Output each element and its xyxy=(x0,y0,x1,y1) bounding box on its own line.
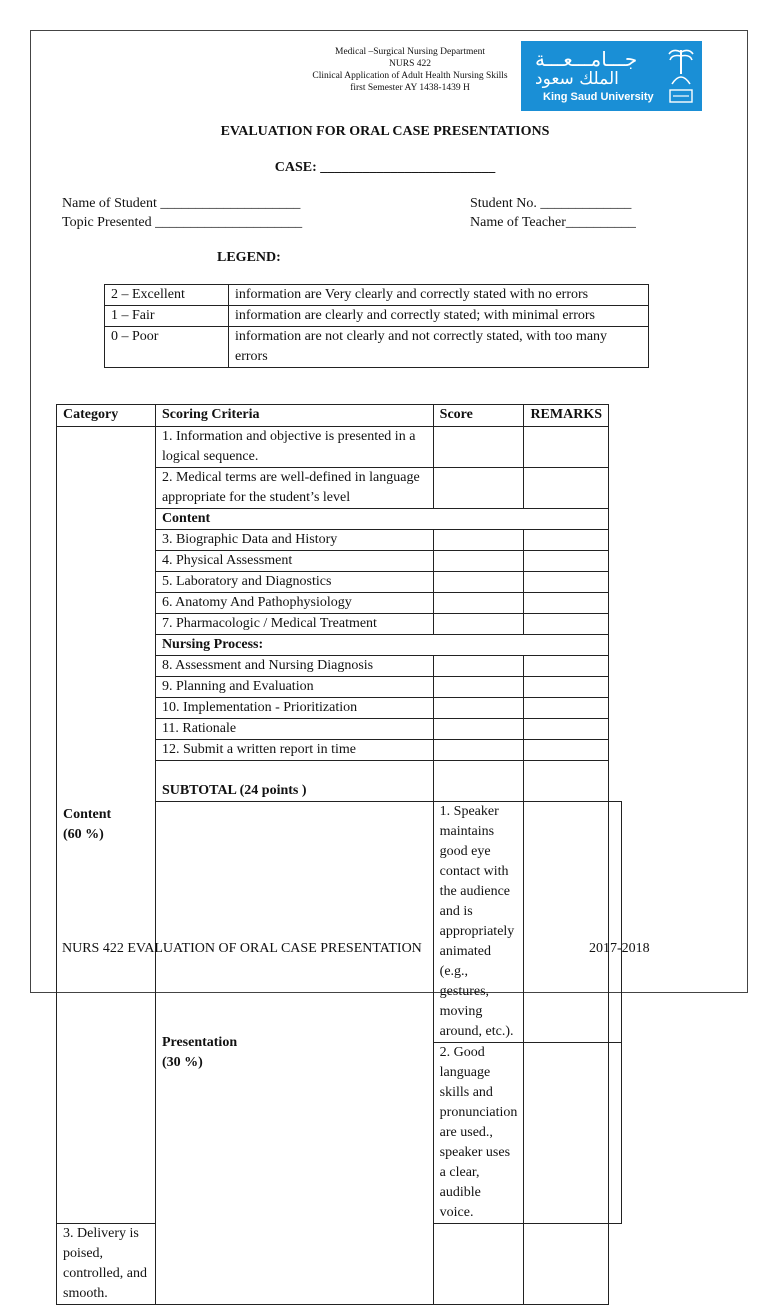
department-header xyxy=(270,46,550,94)
remarks-cell[interactable] xyxy=(524,551,609,572)
score-cell[interactable] xyxy=(524,802,609,1043)
page-title: EVALUATION FOR ORAL CASE PRESENTATIONS xyxy=(220,124,550,139)
score-cell[interactable] xyxy=(433,1224,524,1305)
criteria-cell: 1. Speaker maintains good eye contact with the audience and is appropriately animated (e.g., gestures, moving around, etc.). xyxy=(433,802,524,1043)
legend-row xyxy=(105,285,649,306)
name-of-teacher-field: Name of Teacher__________ xyxy=(470,215,636,230)
remarks-cell[interactable] xyxy=(524,719,609,740)
remarks-cell[interactable] xyxy=(524,698,609,719)
legend-title: LEGEND: xyxy=(217,250,281,265)
score-cell[interactable] xyxy=(433,698,524,719)
table-header-row xyxy=(57,405,622,427)
score-cell[interactable] xyxy=(433,427,524,468)
legend-row xyxy=(105,327,649,368)
remarks-cell[interactable] xyxy=(609,1043,622,1224)
legend-row xyxy=(105,306,649,327)
remarks-cell[interactable] xyxy=(524,1224,609,1305)
topic-presented-field: Topic Presented _____________________ xyxy=(62,215,303,230)
criteria-cell: 2. Medical terms are well-defined in language appropriate for the student’s level xyxy=(155,468,433,509)
score-cell[interactable] xyxy=(433,551,524,572)
header-category: Category xyxy=(57,405,156,427)
case-field: CASE: _________________________ xyxy=(274,160,496,175)
criteria-cell: 4. Physical Assessment xyxy=(155,551,433,572)
header-line: Clinical Application of Adult Health Nursing Skills xyxy=(312,71,508,81)
remarks-cell[interactable] xyxy=(524,761,609,802)
criteria-cell: 1. Information and objective is presented in a logical sequence. xyxy=(155,427,433,468)
footer-year: 2017-2018 xyxy=(589,941,650,956)
score-cell[interactable] xyxy=(433,677,524,698)
header-line: Medical –Surgical Nursing Department xyxy=(335,47,485,57)
header-line: NURS 422 xyxy=(389,59,431,69)
logo-english-name: King Saud University xyxy=(543,91,654,103)
remarks-cell[interactable] xyxy=(609,802,622,1043)
score-cell[interactable] xyxy=(433,656,524,677)
legend-grade: 0 – Poor xyxy=(105,327,229,368)
criteria-cell: 2. Good language skills and pronunciation are used., speaker uses a clear, audible voice. xyxy=(433,1043,524,1224)
subtotal-label: SUBTOTAL (24 points ) xyxy=(155,761,433,802)
content-category-name: Content xyxy=(63,807,112,822)
remarks-cell[interactable] xyxy=(524,530,609,551)
legend-description: information are Very clearly and correctly stated with no errors xyxy=(229,285,649,306)
score-cell[interactable] xyxy=(433,761,524,802)
legend-description: information are not clearly and not correctly stated, with too many errors xyxy=(229,327,649,368)
legend-description: information are clearly and correctly stated; with minimal errors xyxy=(229,306,649,327)
remarks-cell[interactable] xyxy=(524,427,609,468)
score-cell[interactable] xyxy=(433,719,524,740)
name-of-student-field: Name of Student ____________________ xyxy=(62,196,301,211)
student-number-field: Student No. _____________ xyxy=(470,196,632,211)
header-remarks: REMARKS xyxy=(524,405,609,427)
header-score: Score xyxy=(433,405,524,427)
score-cell[interactable] xyxy=(433,593,524,614)
presentation-category-weight: (30 %) xyxy=(161,1055,203,1070)
table-row xyxy=(57,427,622,468)
remarks-cell[interactable] xyxy=(524,740,609,761)
criteria-cell: 5. Laboratory and Diagnostics xyxy=(155,572,433,593)
palm-swords-emblem-icon xyxy=(667,44,695,104)
score-cell[interactable] xyxy=(433,468,524,509)
header-line: first Semester AY 1438-1439 H xyxy=(350,83,470,93)
content-category-cell xyxy=(57,427,156,1224)
presentation-category-name: Presentation xyxy=(161,1035,238,1050)
evaluation-table xyxy=(56,404,622,1305)
legend-grade: 1 – Fair xyxy=(105,306,229,327)
criteria-cell: 10. Implementation - Prioritization xyxy=(155,698,433,719)
criteria-cell: 7. Pharmacologic / Medical Treatment xyxy=(155,614,433,635)
criteria-cell: 3. Biographic Data and History xyxy=(155,530,433,551)
score-cell[interactable] xyxy=(433,740,524,761)
criteria-cell: 9. Planning and Evaluation xyxy=(155,677,433,698)
logo-arabic-line2: الملك سعود xyxy=(535,69,619,89)
criteria-cell: 3. Delivery is poised, controlled, and smooth. xyxy=(57,1224,156,1305)
remarks-cell[interactable] xyxy=(524,656,609,677)
legend-table xyxy=(104,284,649,368)
footer-title: NURS 422 EVALUATION OF ORAL CASE PRESENTATION xyxy=(62,941,422,956)
score-cell[interactable] xyxy=(433,614,524,635)
content-category-weight: (60 %) xyxy=(63,827,104,842)
criteria-cell: 11. Rationale xyxy=(155,719,433,740)
presentation-category-cell xyxy=(155,802,433,1305)
criteria-cell: 6. Anatomy And Pathophysiology xyxy=(155,593,433,614)
section-label-content: Content xyxy=(155,509,608,530)
remarks-cell[interactable] xyxy=(524,593,609,614)
criteria-cell: 8. Assessment and Nursing Diagnosis xyxy=(155,656,433,677)
score-cell[interactable] xyxy=(433,530,524,551)
header-criteria: Scoring Criteria xyxy=(155,405,433,427)
remarks-cell[interactable] xyxy=(524,677,609,698)
remarks-cell[interactable] xyxy=(524,614,609,635)
score-cell[interactable] xyxy=(524,1043,609,1224)
legend-grade: 2 – Excellent xyxy=(105,285,229,306)
logo-arabic-line1: جـــامـــعـــة xyxy=(535,47,638,71)
criteria-cell: 12. Submit a written report in time xyxy=(155,740,433,761)
remarks-cell[interactable] xyxy=(524,572,609,593)
score-cell[interactable] xyxy=(433,572,524,593)
university-logo xyxy=(521,41,702,111)
section-label-nursing-process: Nursing Process: xyxy=(155,635,608,656)
remarks-cell[interactable] xyxy=(524,468,609,509)
